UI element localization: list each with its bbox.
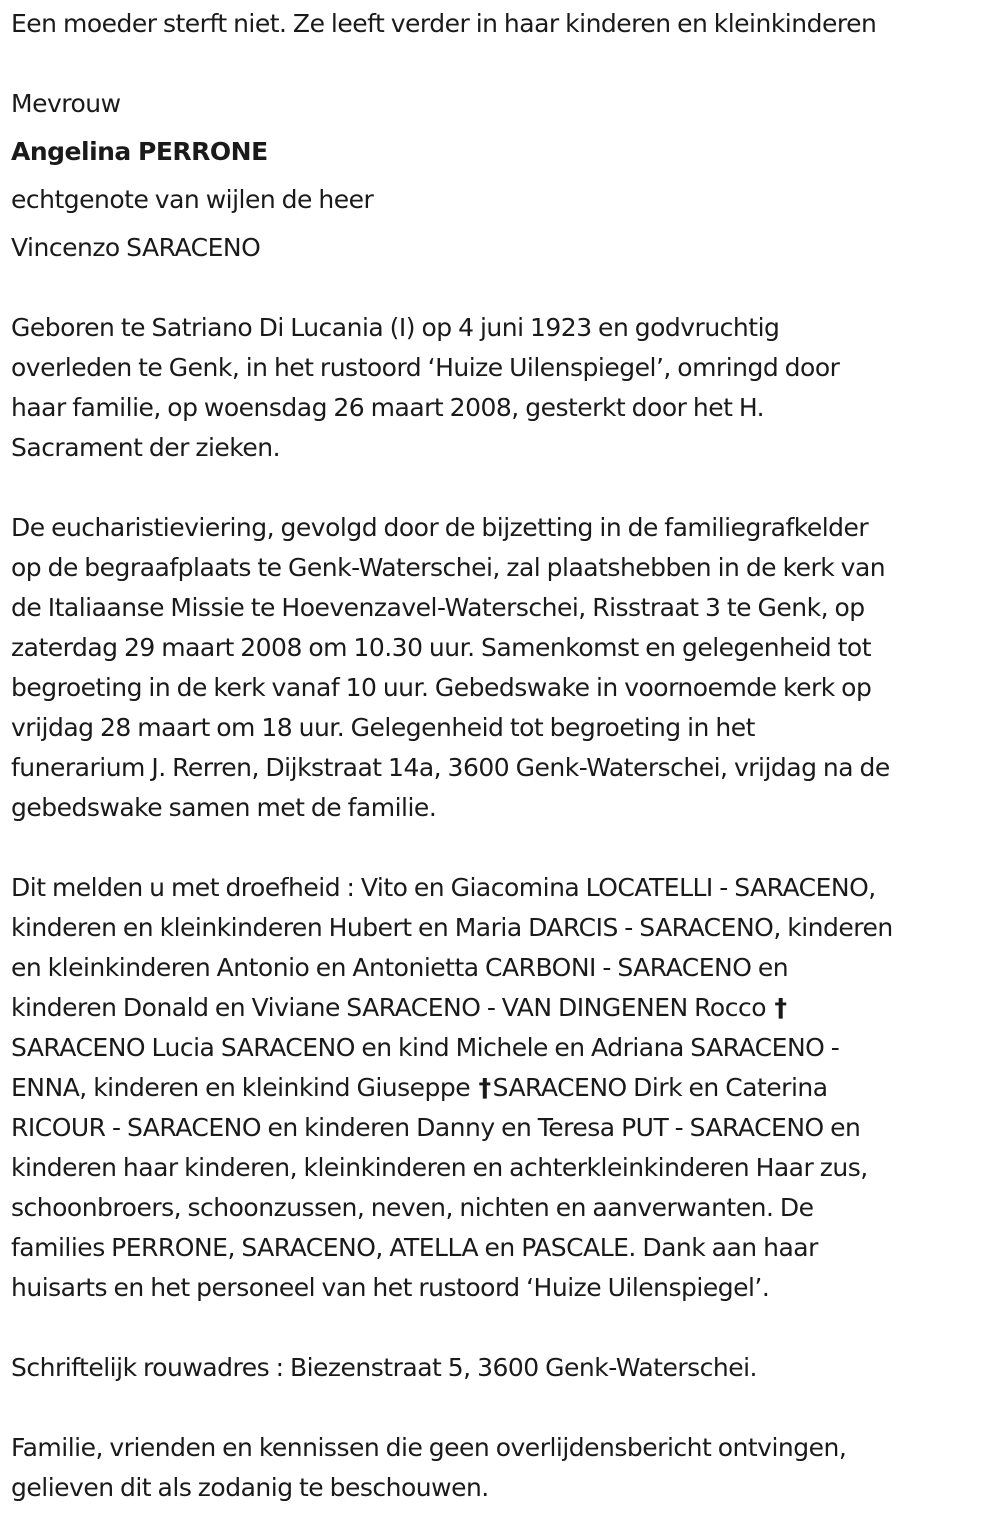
- spacer: [11, 1308, 991, 1348]
- paragraph-line: Dit melden u met droefheid : Vito en Giacomina LOCATELLI - SARACENO,: [11, 873, 876, 902]
- cross-icon: †: [478, 1073, 491, 1102]
- line-text: ENNA, kinderen en kleinkind Giuseppe: [11, 1073, 471, 1102]
- spacer: [11, 44, 991, 84]
- paragraph-line: op de begraafplaats te Genk-Waterschei, zal plaatshebben in de kerk van: [11, 553, 886, 582]
- paragraph-line: overleden te Genk, in het rustoord ‘Huize Uilenspiegel’, omringd door: [11, 353, 840, 382]
- line-text: kinderen Donald en Viviane SARACENO - VAN DINGENEN Rocco: [11, 993, 767, 1022]
- paragraph-line: kinderen haar kinderen, kleinkinderen en achterkleinkinderen Haar zus,: [11, 1153, 868, 1182]
- spouse-name: Vincenzo SARACENO: [11, 233, 261, 262]
- paragraph-line: families PERRONE, SARACENO, ATELLA en PASCALE. Dank aan haar: [11, 1233, 818, 1262]
- motto: Een moeder sterft niet. Ze leeft verder in haar kinderen en kleinkinderen: [11, 9, 877, 38]
- paragraph-line: Geboren te Satriano Di Lucania (I) op 4 juni 1923 en godvruchtig: [11, 313, 780, 342]
- paragraph-line: SARACENO Lucia SARACENO en kind Michele en Adriana SARACENO -: [11, 1033, 840, 1062]
- closing-paragraph: [11, 1428, 991, 1508]
- paragraph-line: zaterdag 29 maart 2008 om 10.30 uur. Samenkomst en gelegenheid tot: [11, 633, 872, 662]
- salutation: Mevrouw: [11, 89, 121, 118]
- spacer: [11, 828, 991, 868]
- spacer: [11, 268, 991, 308]
- cross-icon: †: [774, 993, 787, 1022]
- announcement-paragraph: [11, 868, 991, 1308]
- ceremony-paragraph: [11, 508, 991, 828]
- deceased-name: Angelina PERRONE: [11, 137, 268, 166]
- paragraph-line: schoonbroers, schoonzussen, neven, nichten en aanverwanten. De: [11, 1193, 814, 1222]
- paragraph-line: funerarium J. Rerren, Dijkstraat 14a, 3600 Genk-Waterschei, vrijdag na de: [11, 753, 890, 782]
- paragraph-line: Sacrament der zieken.: [11, 433, 281, 462]
- paragraph-line: Familie, vrienden en kennissen die geen overlijdensbericht ontvingen,: [11, 1433, 847, 1462]
- spacer: [11, 468, 991, 508]
- paragraph-line: de Italiaanse Missie te Hoevenzavel-Waterschei, Risstraat 3 te Genk, op: [11, 593, 865, 622]
- paragraph-line: vrijdag 28 maart om 18 uur. Gelegenheid tot begroeting in het: [11, 713, 755, 742]
- spouse-intro: echtgenote van wijlen de heer: [11, 185, 374, 214]
- paragraph-line: begroeting in de kerk vanaf 10 uur. Gebedswake in voornoemde kerk op: [11, 673, 872, 702]
- paragraph-line: haar familie, op woensdag 26 maart 2008, gesterkt door het H.: [11, 393, 765, 422]
- paragraph-line: gebedswake samen met de familie.: [11, 793, 437, 822]
- line-text: SARACENO Dirk en Caterina: [492, 1073, 828, 1102]
- paragraph-line: De eucharistieviering, gevolgd door de bijzetting in de familiegrafkelder: [11, 513, 869, 542]
- paragraph-line: RICOUR - SARACENO en kinderen Danny en Teresa PUT - SARACENO en: [11, 1113, 861, 1142]
- paragraph-line: kinderen en kleinkinderen Hubert en Maria DARCIS - SARACENO, kinderen: [11, 913, 893, 942]
- birth-death-paragraph: [11, 308, 991, 468]
- spacer: [11, 1388, 991, 1428]
- paragraph-line: en kleinkinderen Antonio en Antonietta CARBONI - SARACENO en: [11, 953, 789, 982]
- paragraph-line: huisarts en het personeel van het rustoord ‘Huize Uilenspiegel’.: [11, 1273, 770, 1302]
- paragraph-line: [11, 1068, 991, 1108]
- mourning-address: Schriftelijk rouwadres : Biezenstraat 5, 3600 Genk-Waterschei.: [11, 1353, 758, 1382]
- paragraph-line: gelieven dit als zodanig te beschouwen.: [11, 1473, 489, 1502]
- paragraph-line: [11, 988, 991, 1028]
